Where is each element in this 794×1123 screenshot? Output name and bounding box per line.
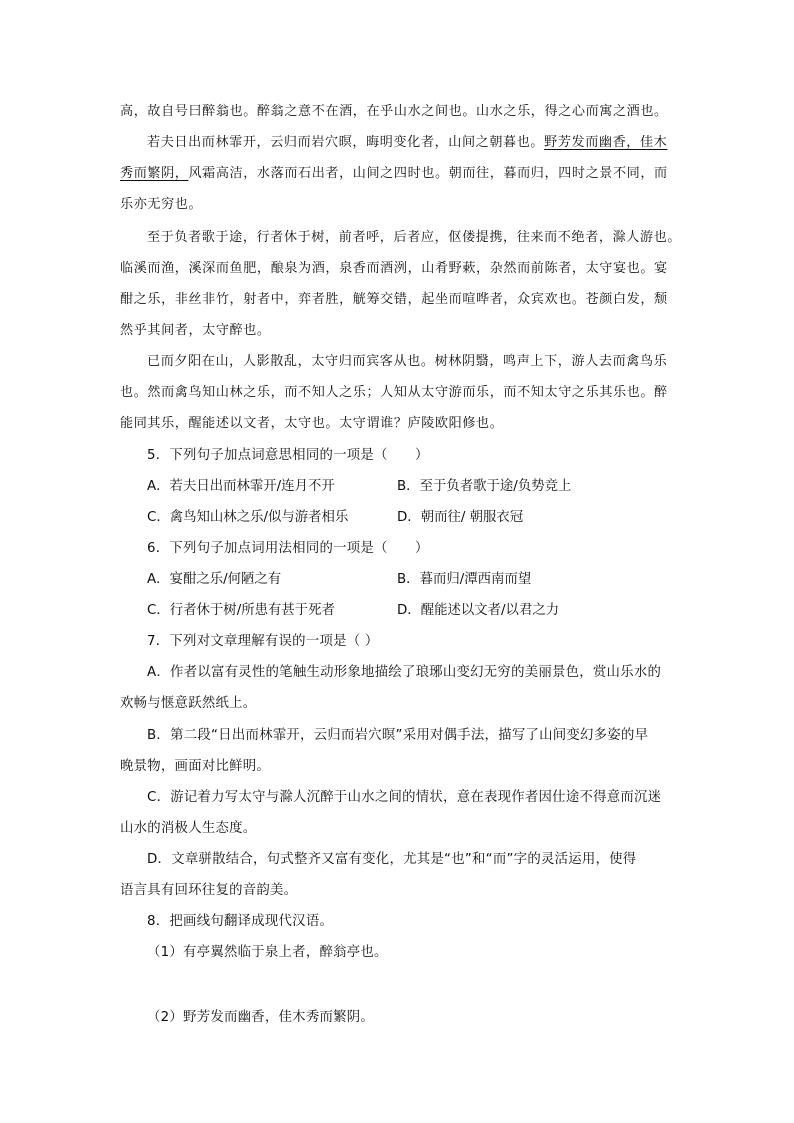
question-6-option-c: C．行者休于树/所患有甚于死者: [147, 603, 335, 618]
question-7-option-b-line-1: B．第二段“日出而林霏开，云归而岩穴暝”采用对偶手法，描写了山间变幻多姿的早: [147, 728, 649, 743]
question-7-option-a-line-2: 欢畅与惬意跃然纸上。: [120, 696, 257, 711]
passage-text: 若夫日出而林霏开，云归而岩穴暝，晦明变化者，山间之朝暮也。: [147, 135, 545, 150]
question-6-option-a: A．宴酣之乐/何陋之有: [147, 572, 282, 587]
question-7-option-b-line-2: 晚景物，画面对比鲜明。: [120, 759, 271, 774]
question-5-option-c: C．禽鸟知山林之乐/似与游者相乐: [147, 510, 349, 525]
passage-paragraph-4-line-3: 能同其乐，醒能述以文者，太守也。太守谓谁？庐陵欧阳修也。: [120, 416, 504, 431]
passage-paragraph-2-line-3: 乐亦无穷也。: [120, 197, 203, 212]
passage-paragraph-2-line-2: [120, 164, 676, 184]
passage-paragraph-3-line-2: 临溪而渔，溪深而鱼肥，酿泉为酒，泉香而酒洌，山肴野蔌，杂然而前陈者，太守宴也。宴: [120, 261, 668, 276]
passage-paragraph-1: 高，故自号曰醉翁也。醉翁之意不在酒，在乎山水之间也。山水之乐，得之心而寓之酒也。: [120, 104, 668, 119]
question-7-option-d-line-1: D．文章骈散结合，句式整齐又富有变化，尤其是“也”和“而”字的灵活运用，使得: [147, 852, 637, 867]
passage-paragraph-3-line-1: 至于负者歌于途，行者休于树，前者呼，后者应，伛偻提携，往来而不绝者，滁人游也。: [147, 230, 682, 245]
question-5-option-b: B．至于负者歌于途/负势竞上: [397, 479, 572, 494]
passage-paragraph-4-line-1: 已而夕阳在山，人影散乱，太守归而宾客从也。树林阴翳，鸣声上下，游人去而禽鸟乐: [147, 354, 668, 369]
passage-paragraph-3-line-3: 酣之乐，非丝非竹，射者中，弈者胜，觥筹交错，起坐而喧哗者，众宾欢也。苍颜白发，颓: [120, 292, 668, 307]
question-7-option-d-line-2: 语言具有回环往复的音韵美。: [120, 883, 298, 898]
question-6-stem: 6．下列句子加点词用法相同的一项是（ ）: [147, 541, 429, 556]
question-7-option-a-line-1: A．作者以富有灵性的笔触生动形象地描绘了琅琊山变幻无穷的美丽景色，赏山乐水的: [147, 665, 662, 680]
passage-text: 风霜高洁，水落而石出者，山间之四时也。朝而往，暮而归，四时之景不同，而: [188, 166, 668, 181]
underlined-sentence-end: 秀而繁阴，: [120, 166, 189, 181]
question-8-stem: 8．把画线句翻译成现代汉语。: [147, 914, 334, 929]
underlined-sentence: 野芳发而幽香，佳木: [544, 135, 668, 150]
question-5-option-d: D．朝而往/ 朝服衣冠: [397, 510, 524, 525]
passage-paragraph-2-line-1: [147, 133, 676, 153]
passage-paragraph-3-line-4: 然乎其间者，太守醉也。: [120, 323, 271, 338]
question-8-sentence-2: （2）野芳发而幽香，佳木秀而繁阴。: [147, 1010, 375, 1025]
question-6-option-b: B．暮而归/潭西南而望: [397, 572, 532, 587]
passage-paragraph-4-line-2: 也。然而禽鸟知山林之乐，而不知人之乐；人知从太守游而乐，而不知太守之乐其乐也。醉: [120, 385, 668, 400]
question-7-option-c-line-2: 山水的消极人生态度。: [120, 821, 257, 836]
question-5-stem: 5．下列句子加点词意思相同的一项是（ ）: [147, 448, 429, 463]
question-8-sentence-1: （1）有亭翼然临于泉上者，醉翁亭也。: [147, 945, 388, 960]
question-7-stem: 7．下列对文章理解有误的一项是（ ）: [147, 634, 379, 649]
question-7-option-c-line-1: C．游记着力写太守与滁人沉醉于山水之间的情状，意在表现作者因仕途不得意而沉迷: [147, 790, 662, 805]
question-6-option-d: D．醒能述以文者/以君之力: [397, 603, 560, 618]
question-5-option-a: A．若夫日出而林霏开/连月不开: [147, 479, 335, 494]
